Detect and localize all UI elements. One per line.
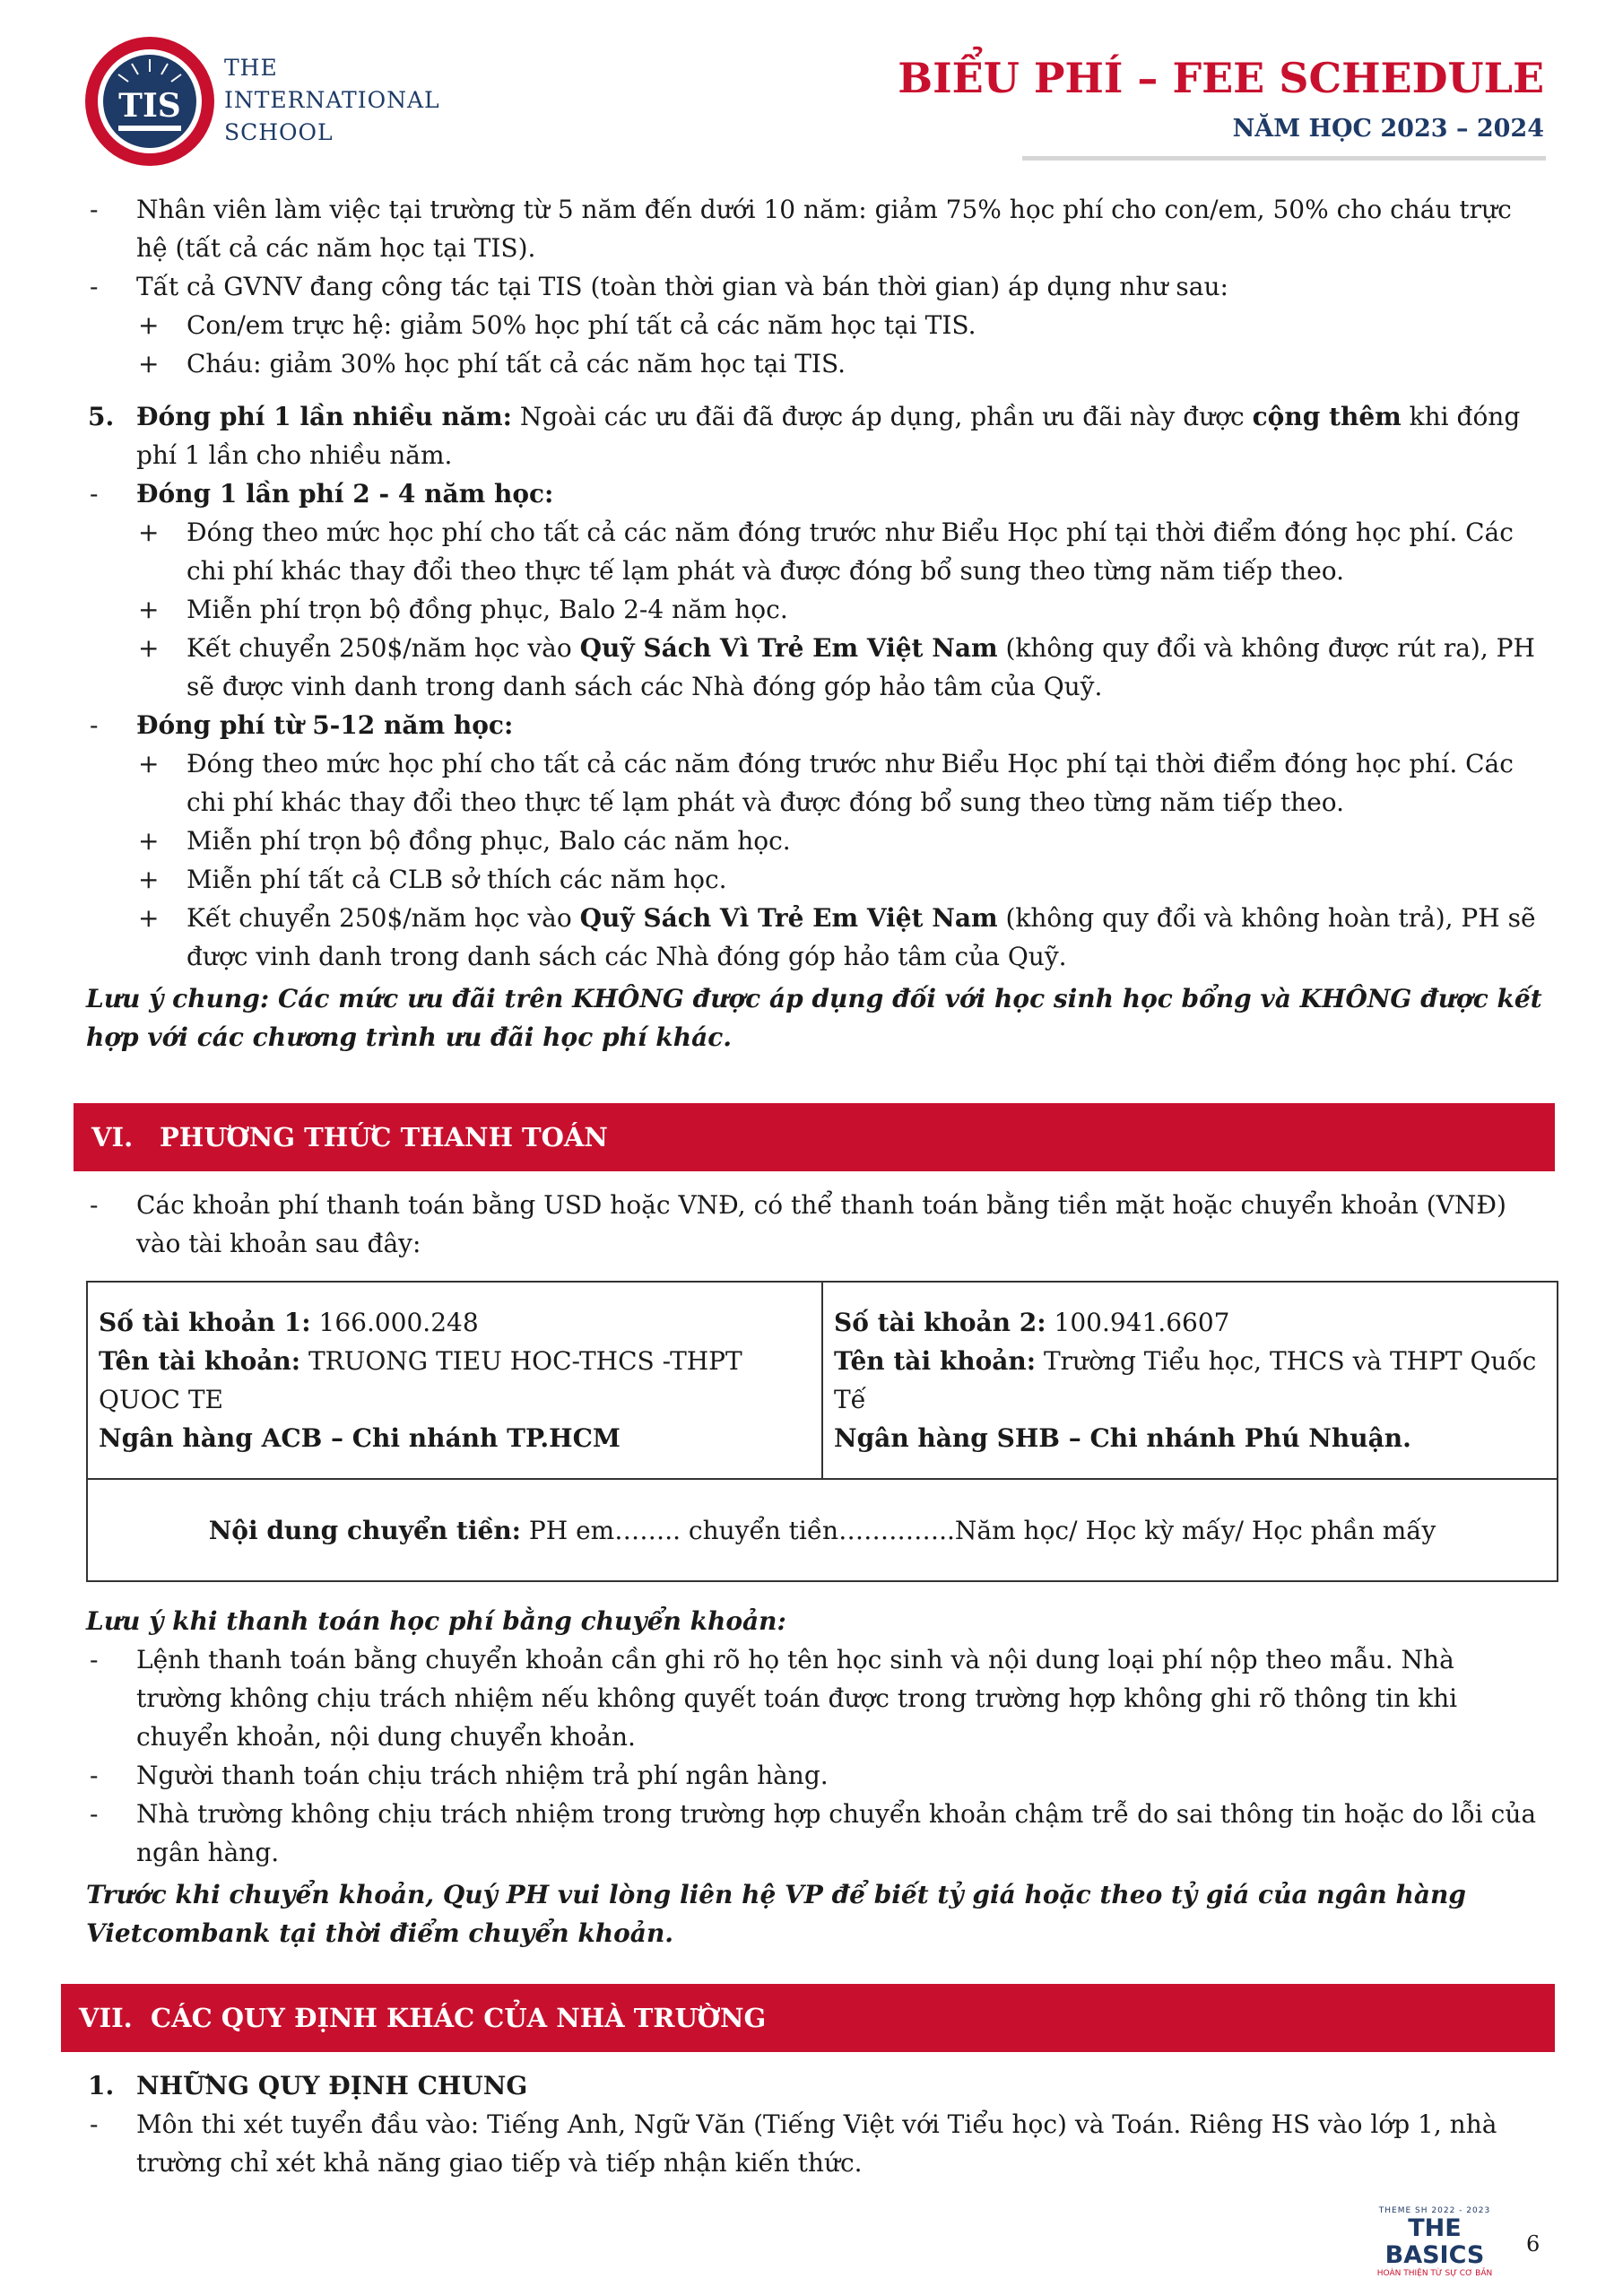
list-item: + Cháu: giảm 30% học phí tất cả các năm học tại TIS. xyxy=(86,344,1544,383)
school-logo xyxy=(82,34,217,169)
transfer-content: Nội dung chuyển tiền: PH em…….. chuyển tiền…………..Năm học/ Học kỳ mấy/ Học phần mấy xyxy=(87,1479,1558,1581)
list-item: + Miễn phí trọn bộ đồng phục, Balo 2-4 năm học. xyxy=(86,590,1544,629)
section-header-vi: VI. PHƯƠNG THỨC THANH TOÁN xyxy=(74,1103,1555,1171)
bank-accounts-table xyxy=(86,1281,1558,1582)
general-note: Lưu ý chung: Các mức ưu đãi trên KHÔNG được áp dụng đối với học sinh học bổng và KHÔNG được kết hợp với các chương trình ưu đãi học phí khác. xyxy=(86,984,1542,1052)
list-item: + Kết chuyển 250$/năm học vào Quỹ Sách Vì Trẻ Em Việt Nam (không quy đổi và không được rút ra), PH sẽ được vinh danh trong danh sách các Nhà đóng góp hảo tâm của Quỹ. xyxy=(86,629,1544,706)
group-title: - Đóng 1 lần phí 2 - 4 năm học: xyxy=(86,474,1544,513)
school-name: THE INTERNATIONAL SCHOOL xyxy=(224,55,440,145)
list-item: + Miễn phí tất cả CLB sở thích các năm học. xyxy=(86,860,1544,899)
list-item: + Đóng theo mức học phí cho tất cả các năm đóng trước như Biểu Học phí tại thời điểm đóng học phí. Các chi phí khác thay đổi theo thực tế lạm phát và được đóng bổ sung theo từng năm tiếp theo. xyxy=(86,513,1544,590)
list-item: - Tất cả GVNV đang công tác tại TIS (toàn thời gian và bán thời gian) áp dụng như sau: xyxy=(86,267,1544,306)
header-divider xyxy=(1022,156,1546,161)
numbered-item-5: 5. Đóng phí 1 lần nhiều năm: Ngoài các ưu đãi đã được áp dụng, phần ưu đãi này được cộng thêm khi đóng phí 1 lần cho nhiều năm. xyxy=(88,402,1521,470)
notes-title: Lưu ý khi thanh toán học phí bằng chuyển khoản: xyxy=(86,1606,786,1636)
discount-continuation xyxy=(86,190,1544,1057)
document-title: BIỂU PHÍ – FEE SCHEDULE xyxy=(898,54,1544,102)
group-title: - Đóng phí từ 5-12 năm học: xyxy=(86,706,1544,744)
document-subtitle: NĂM HỌC 2023 – 2024 xyxy=(1232,115,1544,143)
transfer-notes xyxy=(86,1602,1544,1952)
bank-account-2: Số tài khoản 2: 100.941.6607 Tên tài khoản: Trường Tiểu học, THCS và THPT Quốc Tế Ngân hàng SHB – Chi nhánh Phú Nhuận. xyxy=(822,1282,1558,1479)
list-item: + Kết chuyển 250$/năm học vào Quỹ Sách Vì Trẻ Em Việt Nam (không quy đổi và không hoàn trả), PH sẽ được vinh danh trong danh sách các Nhà đóng góp hảo tâm của Quỹ. xyxy=(86,899,1544,976)
subsection-title: 1. NHỮNG QUY ĐỊNH CHUNG xyxy=(88,2071,528,2100)
list-item: + Miễn phí trọn bộ đồng phục, Balo các năm học. xyxy=(86,822,1544,860)
general-regulations xyxy=(86,2066,1544,2182)
list-item: - Môn thi xét tuyển đầu vào: Tiếng Anh, Ngữ Văn (Tiếng Việt với Tiểu học) và Toán. Riêng HS vào lớp 1, nhà trường chỉ xét khả năng giao tiếp và tiếp nhận kiến thức. xyxy=(86,2105,1544,2182)
svg-text:TIS: TIS xyxy=(118,87,181,125)
list-item: + Con/em trực hệ: giảm 50% học phí tất cả các năm học tại TIS. xyxy=(86,306,1544,344)
list-item: - Các khoản phí thanh toán bằng USD hoặc VNĐ, có thể thanh toán bằng tiền mặt hoặc chuyển khoản (VNĐ) vào tài khoản sau đây: xyxy=(86,1186,1544,1263)
list-item: - Nhà trường không chịu trách nhiệm trong trường hợp chuyển khoản chậm trễ do sai thông tin hoặc do lỗi của ngân hàng. xyxy=(86,1795,1544,1872)
section-header-vii: VII. CÁC QUY ĐỊNH KHÁC CỦA NHÀ TRƯỜNG xyxy=(61,1984,1555,2052)
final-note: Trước khi chuyển khoản, Quý PH vui lòng liên hệ VP để biết tỷ giá hoặc theo tỷ giá của ngân hàng Vietcombank tại thời điểm chuyển khoản. xyxy=(86,1880,1466,1948)
bank-account-1: Số tài khoản 1: 166.000.248 Tên tài khoản: TRUONG TIEU HOC-THCS -THPT QUOC TE Ngân hàng ACB – Chi nhánh TP.HCM xyxy=(87,1282,822,1479)
list-item: - Người thanh toán chịu trách nhiệm trả phí ngân hàng. xyxy=(86,1756,1544,1795)
list-item: - Nhân viên làm việc tại trường từ 5 năm đến dưới 10 năm: giảm 75% học phí cho con/em, 50% cho cháu trực hệ (tất cả các năm học tại TIS). xyxy=(86,190,1544,267)
payment-intro xyxy=(86,1186,1544,1263)
page-number: 6 xyxy=(1526,2231,1541,2257)
footer-brand-logo: THEME SH 2022 - 2023 THE BASICS HOÀN THIỆN TỪ SỰ CƠ BẢN xyxy=(1376,2206,1493,2278)
list-item: - Lệnh thanh toán bằng chuyển khoản cần ghi rõ họ tên học sinh và nội dung loại phí nộp theo mẫu. Nhà trường không chịu trách nhiệm nếu không quyết toán được trong trường hợp không ghi rõ thông tin khi chuyển khoản, nội dung chuyển khoản. xyxy=(86,1640,1544,1756)
list-item: + Đóng theo mức học phí cho tất cả các năm đóng trước như Biểu Học phí tại thời điểm đóng học phí. Các chi phí khác thay đổi theo thực tế lạm phát và được đóng bổ sung theo từng năm tiếp theo. xyxy=(86,744,1544,822)
